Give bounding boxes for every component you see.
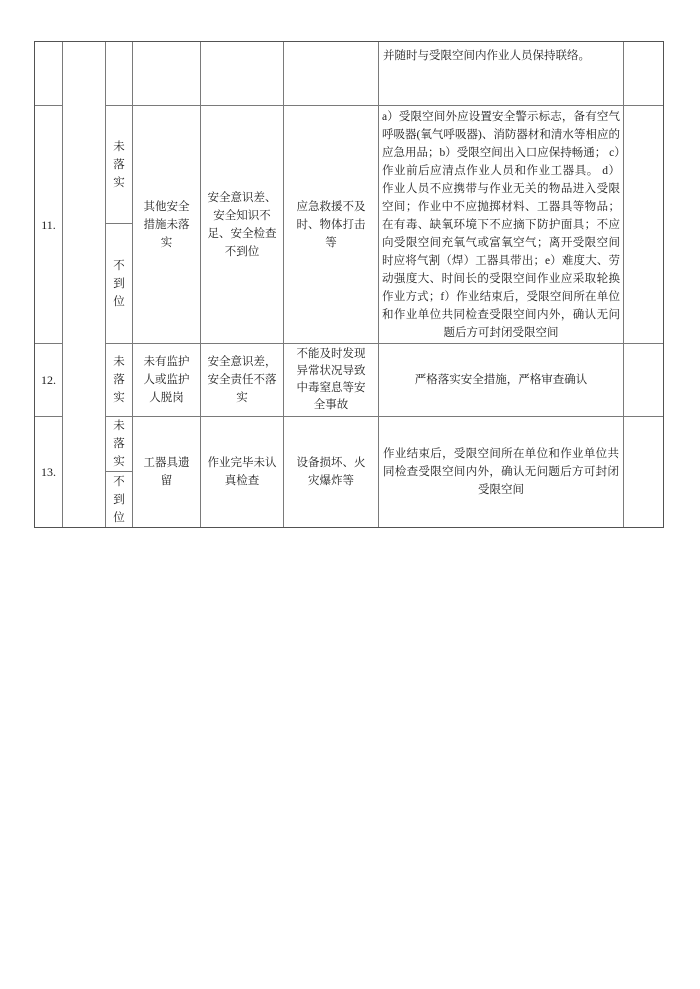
cause: 安全意识差、安全知识不足、安全检查不到位 [201,106,283,343]
carryover-measures-cell: 并随时与受限空间内作业人员保持联络。 [379,42,623,105]
control-measures: 严格落实安全措施，严格审查确认 [379,344,623,416]
row-number: 13. [35,417,62,527]
carryover-status-cell [106,42,132,105]
cause: 安全意识差，安全责任不落实 [201,344,283,416]
row-number: 12. [35,344,62,416]
remark-cell [624,417,663,527]
category-merged-cell [63,42,105,527]
status-not-implemented: 未落实 [106,344,132,416]
carryover-item-cell [133,42,200,105]
hazard-item: 其他安全措施未落实 [133,106,200,343]
status-not-implemented: 未落实 [106,417,132,471]
status-not-in-place: 不到位 [106,224,132,343]
consequence: 应急救援不及时、物体打击等 [284,106,378,343]
carryover-cause-cell [201,42,283,105]
status-not-implemented: 未落实 [106,106,132,223]
carryover-consequence-cell [284,42,378,105]
carryover-remark-cell [624,42,663,105]
control-measures: 作业结束后，受限空间所在单位和作业单位共同检查受限空间内外，确认无问题后方可封闭受限空间 [379,417,623,527]
cause: 作业完毕未认真检查 [201,417,283,527]
remark-cell [624,106,663,343]
control-measures: a）受限空间外应设置安全警示标志，备有空气呼吸器(氧气呼吸器)、消防器材和清水等相应的应急用品；b）受限空间出入口应保持畅通； c）作业前后应清点作业人员和作业工器具。 d）作业人员不应携带与作业无关的物品进入受限空间；作业中不应抛掷材料、工器具等物品；在有毒、缺氧环境下不应摘下防护面具；不应向受限空间充氧气或富氧空气；离开受限空间时应将气割（焊）工器具带出；e）难度大、劳动强度大、时间长的受限空间作业应采取轮换作业方式；f）作业结束后，受限空间所在单位和作业单位共同检查受限空间内外，确认无问题后方可封闭受限空间 [379,106,623,343]
status-not-in-place: 不到位 [106,472,132,527]
consequence: 不能及时发现异常状况导致中毒窒息等安全事故 [284,344,378,416]
row-number: 11. [35,106,62,343]
hazard-item: 未有监护人或监护人脱岗 [133,344,200,416]
consequence: 设备损坏、火灾爆炸等 [284,417,378,527]
hazard-item: 工器具遗留 [133,417,200,527]
remark-cell [624,344,663,416]
safety-checklist-table [34,41,664,528]
carryover-number-cell [35,42,62,105]
